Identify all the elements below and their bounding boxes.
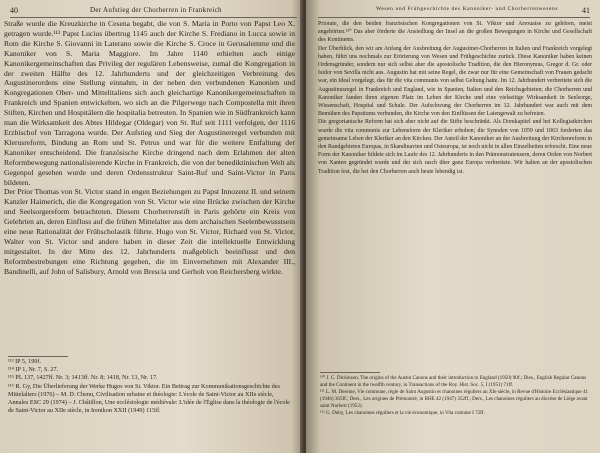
running-head: Wesen und Frühgeschichte des Kanoniker- und Chorherrenwesens: [376, 6, 559, 12]
body-text: [4, 19, 295, 277]
right-page: [306, 0, 600, 453]
footnote: ¹²⁰ J. C. Dickinson, The origins of the Austin Canons and their introduction to England (1950) 90f.; Dies., English Regular Canons and the Continent in the twelfth century, in Transactions of the Roy. Hist. Soc. 5, I (1951) 71ff.: [320, 375, 587, 388]
paragraph: Priorate, die den beiden französischen Kongregationen von St. Viktor und Arrouaise zu gehören, meist angehörten.¹²⁰ Das aber förderte die Ansiedlung der Insel an die großen Bewegungen in Kirche und Gesellschaft des Kontinents.: [318, 21, 592, 44]
paragraph: Straße wurde die Kreuzkirche in Cesena begabt, die von S. Maria in Porto von Papst Leo X. getragen wurde.¹¹³ Papst Lucius übertrug 1145 auch der Kirche S. Frediano in Lucca sowie in Rom die Kirche S. Giovanni in Laterano sowie die Kirche S. Croce in Gerusalemme und die Kanoniker von S. Maria Maggiore. Im Jahre 1140 erhielten auch einige Kanonikergemeinschaften das Privileg der regulären Lebensweise, zumal die Kongregation in der zweiten Hälfte des 12. Jahrhunderts und der gleichzeitigen Verbreitung des Augustinerordens eine Stellung einnahm, in der neben den verbundenen Kanonien und Kongregationen Ober- und Mittelitaliens sich auch gleichartige Kanonikergemeinschaften in Frankreich und Spanien entwickelten, wo sich an die Pilgerwege nach Compostella mit ihren Stiften, Kirchen und Hospitälern die hospitalia betreuten. In Spanien wie in Südfrankreich kann man die Wirksamkeit des Abtes Hildegar (Oldegar) von St. Ruf seit 1111 verfolgen, der 1116 Erzbischof von Tarragona wurde. Der Aufstieg und Sieg der Augustinerregel verbunden mit Klerusreform, Bindung an Rom und St. Petrus und war für die weitere Entfaltung der Kanoniker entscheidend. Die französische Kirche dringend nach dem Erlahmen der alten Reformbewegung nationalisierende Kirche in Frankreich, die von der benediktinischen Welt als Gegenpol gesehen wurde und deren Ordensstruktur Saint-Ruf und Saint-Victor in Paris bildeten.: [4, 19, 295, 187]
footnotes: [320, 375, 590, 417]
paragraph: Die gregorianische Reform hat sich aber nicht auf die Stifte beschränkt. Als Domkapitel und bei Kollegiatkirchen wurde die vita communis zur Lebensform der Kleriker erhoben; die Synoden von 1059 und 1063 forderten das gemeinsame Leben der Kleriker an den Kirchen. Der Anteil der Kanoniker an der Ausbreitung der Kirchenreform in den Randgebieten Europas, in Skandinavien und Osteuropa, ist noch nicht in allen Einzelheiten erforscht. Eine neue Form der Kanoniker bildete sich im Laufe des 12. Jahrhunderts in den Prämonstratensern, deren Orden von Norbert von Xanten gegründet wurde und der sich rasch über ganz Europa verbreitete. Wir halten an der apostolischen Tradition fest, die bei den Chorherren auch heute lebendig ist.: [318, 119, 592, 175]
footnote: ¹¹⁶ R. Gy, Die Überlieferung der Werke Hugos von St. Viktor. Ein Beitrag zur Kommunikationsgeschichte des Mittelalters (1976) – M. D. Chenu, Civilisation urbaine et théologie: L'école de Saint-Victor au XIIe siècle, Annales ESC 29 (1974) – J. Châtillon, Une ecclésiologie médiévale: L'idée de l'Église dans la théologie de l'école de Saint-Victor au XIIe siècle, in Irenikon XXII (1949) 115ff.: [8, 382, 290, 415]
footnote: ¹²¹ L. M. Dereine, Vie commune, règle de Saint Augustin et chanoines réguliers au XIe siècle, in Revue d'Histoire Ecclésiastique 41 (1946) 365ff.; Ders., Les origines de Prémontré, in RHE 42 (1947) 352ff.; Ders., Les chanoines réguliers au diocèse de Liège avant saint Norbert (1952).: [320, 389, 589, 409]
footnote: ¹²² G. Duby, Les chanoines réguliers et la vie économique, in Vita comune I 72ff.: [320, 410, 485, 416]
paragraph: Der Überblick, den wir am Anfang der Ausbreitung der Augustiner-Chorherren in Italien und Frankreich vorgelegt haben, führt uns nochmals zur Erörterung von Wesen und Frühgeschichte zurück. Diese Kanoniker haben keinen Ordensgründer, sondern nur sich selbst aber die apostolische Tradition, die den Hieronymus, Gregor d. Gr. oder Isidor von Sevilla nicht aus. Augustin hat mit seine Regel, die zwar nur für eine Gemeinschaft von Frauen gedacht war, ein Ideal vorgelegt, das für die vita communis von selbst Geltung hatte. Im 12. Jahrhundert verbreitete sich die Augustinusregel in Frankreich und England, wie in Spanien, Italien und den Reichsgebieten; die Chorherren und Kanoniker fanden ihren eigenen Platz im Leben der Kirche und eine vielseitige Wirksamkeit in Seelsorge, Wissenschaft, Hospital und Schule. Der Aufschwung der Chorherren im 12. Jahrhundert war auch mit dem Bemühen des Papsttums verbunden, die Kirche von den Einflüssen der Laiengewalt zu befreien.: [318, 45, 592, 118]
page-number: 40: [10, 6, 18, 15]
page-number: 41: [582, 6, 590, 15]
footnote-rule: [320, 372, 380, 373]
body-text: [318, 20, 592, 176]
header-rule: [10, 17, 297, 18]
running-head: Der Aufstieg der Chorherren in Frankreich: [90, 6, 222, 14]
paragraph: Der Prior Thomas von St. Victor stand in engen Beziehungen zu Papst Innozenz II. und seinem Kanzler Haimerich, die die Kongregation von St. Victor wie eine Brücke zwischen der Kirche und Seelsorgereform betrachteten. Diesem Chorherrenstift in Paris gehörte ein Kreis von Gelehrten an, deren Einfluss auf die frühen Mittelalter aus dem archaischen Seelenbewusstsein eine neue Rationalität der Frühscholastik führte. Hugo von St. Victor, Richard von St. Victor, Walter von St. Victor und andere haben in dieser Zeit die intellektuelle Entwicklung mitgestaltet. In der Mitte des 12. Jahrhunderts maßgeblich beeinflusst und den Reformbestrebungen eine Richtung gegeben, die im Einvernehmen mit Alexander III., Bandinelli, auf John of Salisbury, Arnold von Brescia und Gerhoh von Reichersberg wirkte.: [4, 187, 295, 276]
footnote: ¹¹⁴ IP 1, Nr. 7, S. 27.: [8, 366, 59, 374]
footnote: ¹¹³ IP 5, 199f.: [8, 358, 42, 365]
footnote-rule: [8, 356, 68, 357]
footnote: ¹¹⁵ PL 137, 1427ff. Nr. 3; 1413ff. Nr. 8; 1418, Nr. 13, Nr. 17.: [8, 374, 158, 382]
footnotes: [8, 358, 293, 415]
header-rule: [318, 17, 590, 18]
